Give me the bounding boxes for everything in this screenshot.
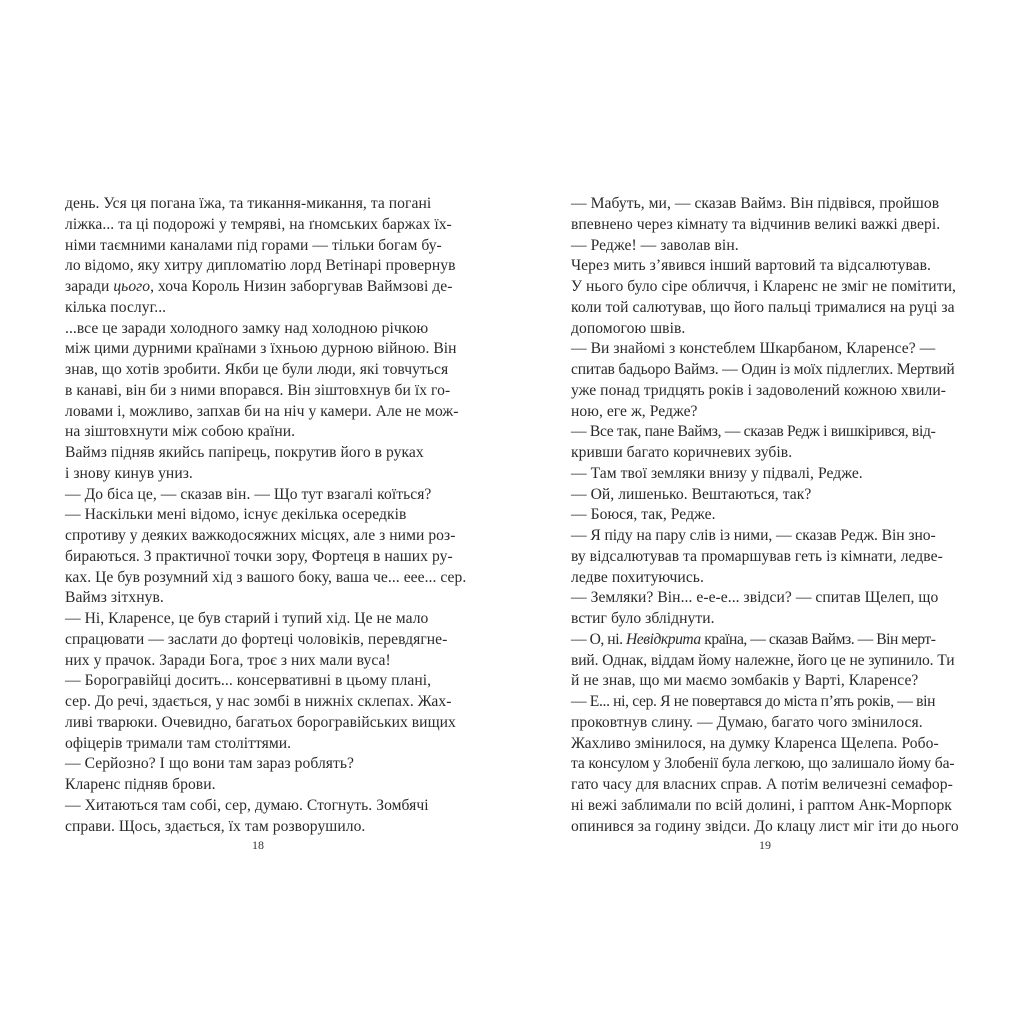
- text-segment: країна, — сказав Ваймз. — Він мерт-: [700, 630, 936, 648]
- text-line: — До біса це, — сказав він. — Що тут взагалі коїться?: [65, 485, 432, 503]
- text-line: кілька послуг...: [65, 298, 167, 316]
- italic-emphasis: цього: [113, 278, 151, 295]
- text-line: спротиву у деяких важкодосяжних місцях, але з ними роз-: [65, 527, 456, 544]
- text-line: — Е... ні, сер. Я не повертався до міста п’ять років, — він: [571, 693, 936, 710]
- text-line: Ваймз зітхнув.: [65, 589, 164, 607]
- text-line: — Я піду на пару слів із ними, — сказав Редж. Він зно-: [571, 527, 936, 544]
- text-line: ...все це заради холодного замку над холодною річкою: [65, 319, 429, 337]
- text-line: вий. Однак, віддам йому належне, його це не зупинило. Ти: [571, 651, 955, 669]
- text-line: сер. До речі, здається, у нас зомбі в нижніх склепах. Жах-: [65, 693, 452, 710]
- text-line: — Борогравійці досить... консервативні в цьому плані,: [65, 672, 432, 690]
- text-line: — Ой, лишенько. Вештаються, так?: [571, 485, 812, 503]
- text-line: ливі тварюки. Очевидно, багатьох борогравійських вищих: [65, 713, 456, 731]
- text-line: знав, що хотів зробити. Якби це були люди, які товчуться: [65, 361, 449, 378]
- page-number-right: 19: [759, 838, 771, 852]
- text-line: ні вежі заблимали по всій долині, і раптом Анк-Морпорк: [571, 796, 952, 814]
- text-line: ледве похитуючись.: [571, 568, 704, 586]
- text-line: ліжка... та ці подорожі у темряві, на ґномських баржах їх-: [65, 215, 452, 233]
- text-line: — Мабуть, ми, — сказав Ваймз. Він підвівся, пройшов: [571, 195, 940, 212]
- text-line: офіцерів тримали там століттями.: [65, 734, 292, 752]
- text-line: — Земляки? Він... е-е-е... звідси? — спитав Щелеп, що: [571, 589, 939, 607]
- text-line: коли той салютував, що його пальці трималися на руці за: [571, 298, 955, 316]
- italic-emphasis: Невідкрита: [625, 630, 701, 648]
- text-line: спитав бадьоро Ваймз. — Один із моїх підлеглих. Мертвий: [571, 361, 955, 378]
- text-line: і знову кинув униз.: [65, 464, 193, 482]
- text-line: [571, 630, 960, 651]
- text-segment: — О, ні.: [571, 630, 626, 648]
- text-line: ках. Це був розумний хід з вашого боку, ваша че... еее... сер.: [65, 568, 467, 586]
- text-segment: , хоча Король Низин заборгував Ваймзові де-: [150, 278, 453, 295]
- text-line: уже понад тридцять років і задоволений кожною хвили-: [571, 381, 947, 399]
- text-line: кривши багато коричневих зубів.: [571, 444, 793, 461]
- text-line: Жахливо змінилося, на думку Кларенса Щелепа. Робо-: [571, 734, 939, 752]
- text-line: та консулом у Злобенії була легкою, що залишало йому ба-: [571, 755, 955, 773]
- text-line: — Хитаються там собі, сер, думаю. Стогнуть. Зомбячі: [65, 796, 429, 814]
- text-line: справи. Щось, здається, їх там розворушило.: [65, 817, 366, 835]
- text-line: Ваймз підняв якийсь папірець, покрутив його в руках: [65, 444, 424, 461]
- text-line: й не знав, що ми маємо зомбаків у Варті, Кларенсе?: [571, 672, 919, 690]
- text-line: — Ви знайомі з констеблем Шкарбаном, Кларенсе? —: [571, 340, 936, 358]
- text-line: встиг було збліднути.: [571, 610, 715, 627]
- text-line: — Там твої земляки внизу у підвалі, Редже.: [571, 464, 863, 482]
- text-line: ло відомо, яку хитру дипломатію лорд Ветінарі провернув: [65, 257, 456, 275]
- page-number-left: 18: [252, 838, 264, 852]
- text-line: опинився за годину звідси. До клацу лист міг іти до нього: [571, 817, 959, 835]
- text-line: — Наскільки мені відомо, існує декілька осередків: [65, 506, 407, 524]
- text-line: впевнено через кімнату та відчинив великі важкі двері.: [571, 215, 941, 233]
- text-line: ною, еге ж, Редже?: [571, 402, 698, 420]
- text-line: них у прачок. Заради Бога, троє з них мали вуса!: [65, 651, 391, 669]
- text-line: [65, 277, 478, 298]
- left-page-text: [65, 194, 478, 837]
- text-line: — Ні, Кларенсе, це був старий і тупий хід. Це не мало: [65, 610, 429, 627]
- right-page-text: [571, 194, 960, 837]
- text-line: спрацювати — заслати до фортеці чоловіків, перевдягне-: [65, 630, 448, 648]
- text-line: проковтнув слину. — Думаю, багато чого змінилося.: [571, 713, 923, 731]
- right-page: [512, 0, 1024, 1024]
- text-line: німи таємними каналами під горами — тільки богам бу-: [65, 236, 442, 254]
- text-line: бираються. З практичної точки зору, Фортеця в наших ру-: [65, 547, 453, 565]
- text-line: — Редже! — заволав він.: [571, 236, 739, 254]
- text-line: на зіштовхнути між собою країни.: [65, 423, 296, 441]
- text-line: Через мить з’явився інший вартовий та відсалютував.: [571, 257, 932, 275]
- text-line: ловами і, можливо, запхав би на ніч у камери. Але не мож-: [65, 402, 459, 420]
- text-line: в канаві, він би з ними впорався. Він зіштовхнув би їх го-: [65, 381, 451, 399]
- text-line: між цими дурними країнами з їхньою дурною війною. Він: [65, 340, 457, 358]
- text-line: — Боюся, так, Редже.: [571, 506, 716, 524]
- text-line: Кларенс підняв брови.: [65, 776, 216, 793]
- text-segment: заради: [65, 278, 114, 295]
- text-line: ву відсалютував та промаршував геть із кімнати, ледве-: [571, 547, 943, 565]
- text-line: — Серйозно? І що вони там зараз роблять?: [65, 755, 354, 773]
- text-line: день. Уся ця погана їжа, та тикання-микання, та погані: [65, 195, 432, 212]
- text-line: допомогою швів.: [571, 319, 686, 337]
- text-line: гато часу для власних справ. А потім величезні семафор-: [571, 776, 953, 793]
- text-line: У нього було сіре обличчя, і Кларенс не зміг не помітити,: [571, 278, 956, 295]
- text-line: — Все так, пане Ваймз, — сказав Редж і вишкірився, від-: [571, 423, 936, 441]
